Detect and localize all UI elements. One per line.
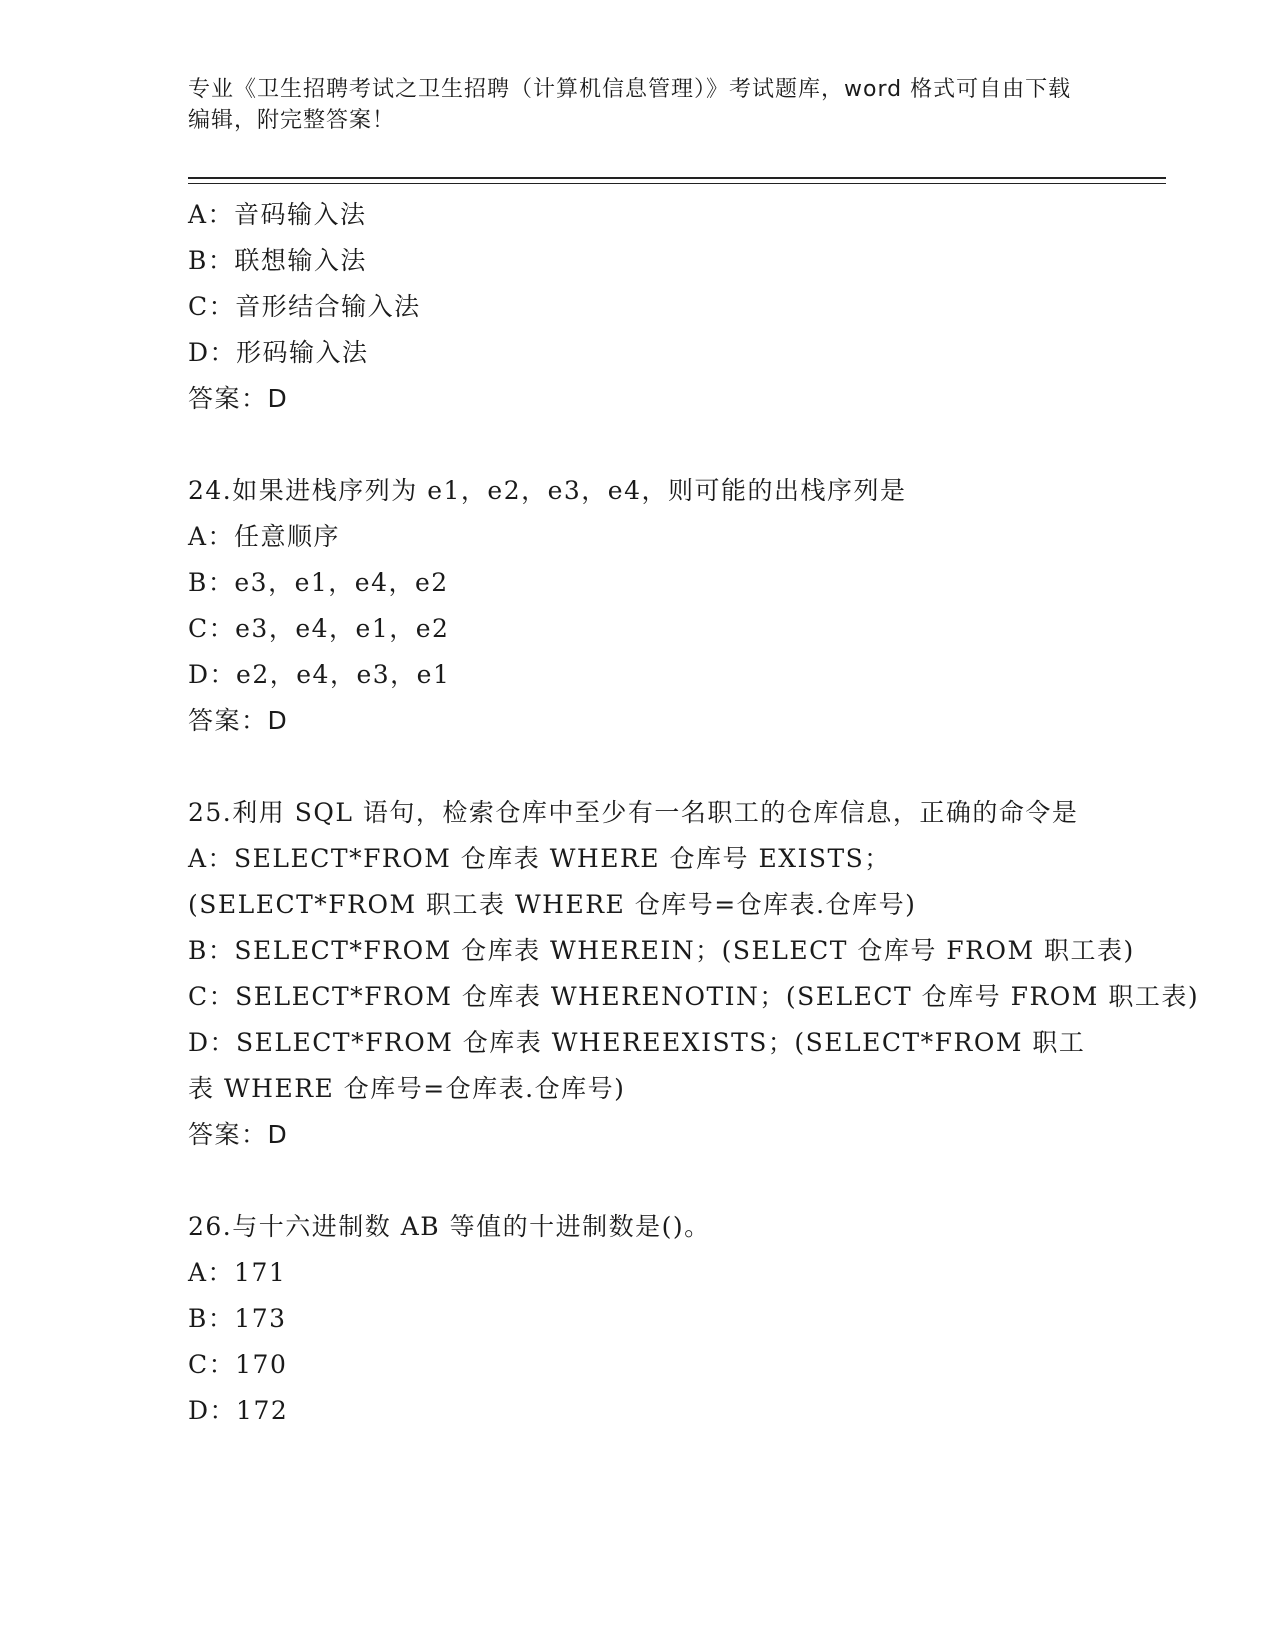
answer: 答案：D xyxy=(188,1120,289,1149)
question-25 xyxy=(188,790,1200,1158)
option-b: B：联想输入法 xyxy=(188,246,367,275)
option-d: D：172 xyxy=(188,1396,289,1425)
spacer xyxy=(188,744,1088,790)
option-c: C：e3，e4，e1，e2 xyxy=(188,614,450,643)
option-a: A：音码输入法 xyxy=(188,200,367,229)
option-d: D：SELECT*FROM 仓库表 WHEREEXISTS；(SELECT*FROM 职工表 WHERE 仓库号=仓库表.仓库号) xyxy=(188,1028,1086,1103)
question-23 xyxy=(188,192,1088,422)
option-a: A：任意顺序 xyxy=(188,522,341,551)
header-rule-thick xyxy=(188,177,1166,179)
document-header: 专业《卫生招聘考试之卫生招聘（计算机信息管理）》考试题库，word 格式可自由下载编辑，附完整答案！ xyxy=(188,77,1072,133)
question-26 xyxy=(188,1204,1088,1434)
option-c: C：SELECT*FROM 仓库表 WHERENOTIN；(SELECT 仓库号 FROM 职工表) xyxy=(188,982,1200,1011)
answer: 答案：D xyxy=(188,384,289,413)
option-d: D：形码输入法 xyxy=(188,338,369,367)
answer: 答案：D xyxy=(188,706,289,735)
option-b: B：SELECT*FROM 仓库表 WHEREIN；(SELECT 仓库号 FROM 职工表) xyxy=(188,936,1135,965)
spacer xyxy=(188,1158,1088,1204)
spacer xyxy=(188,422,1088,468)
option-d: D：e2，e4，e3，e1 xyxy=(188,660,451,689)
question-24 xyxy=(188,468,1088,744)
option-b: B：e3，e1，e4，e2 xyxy=(188,568,449,597)
header-rule-thin xyxy=(188,183,1166,184)
question-list xyxy=(188,192,1200,1434)
question-text: 25.利用 SQL 语句，检索仓库中至少有一名职工的仓库信息，正确的命令是 xyxy=(188,798,1079,827)
option-b: B：173 xyxy=(188,1304,287,1333)
option-c: C：170 xyxy=(188,1350,288,1379)
question-text: 24.如果进栈序列为 e1，e2，e3，e4，则可能的出栈序列是 xyxy=(188,476,907,505)
option-a: A：SELECT*FROM 仓库表 WHERE 仓库号 EXISTS；(SELECT*FROM 职工表 WHERE 仓库号=仓库表.仓库号) xyxy=(188,844,917,919)
question-text: 26.与十六进制数 AB 等值的十进制数是()。 xyxy=(188,1212,711,1241)
option-a: A：171 xyxy=(188,1258,287,1287)
option-c: C：音形结合输入法 xyxy=(188,292,421,321)
